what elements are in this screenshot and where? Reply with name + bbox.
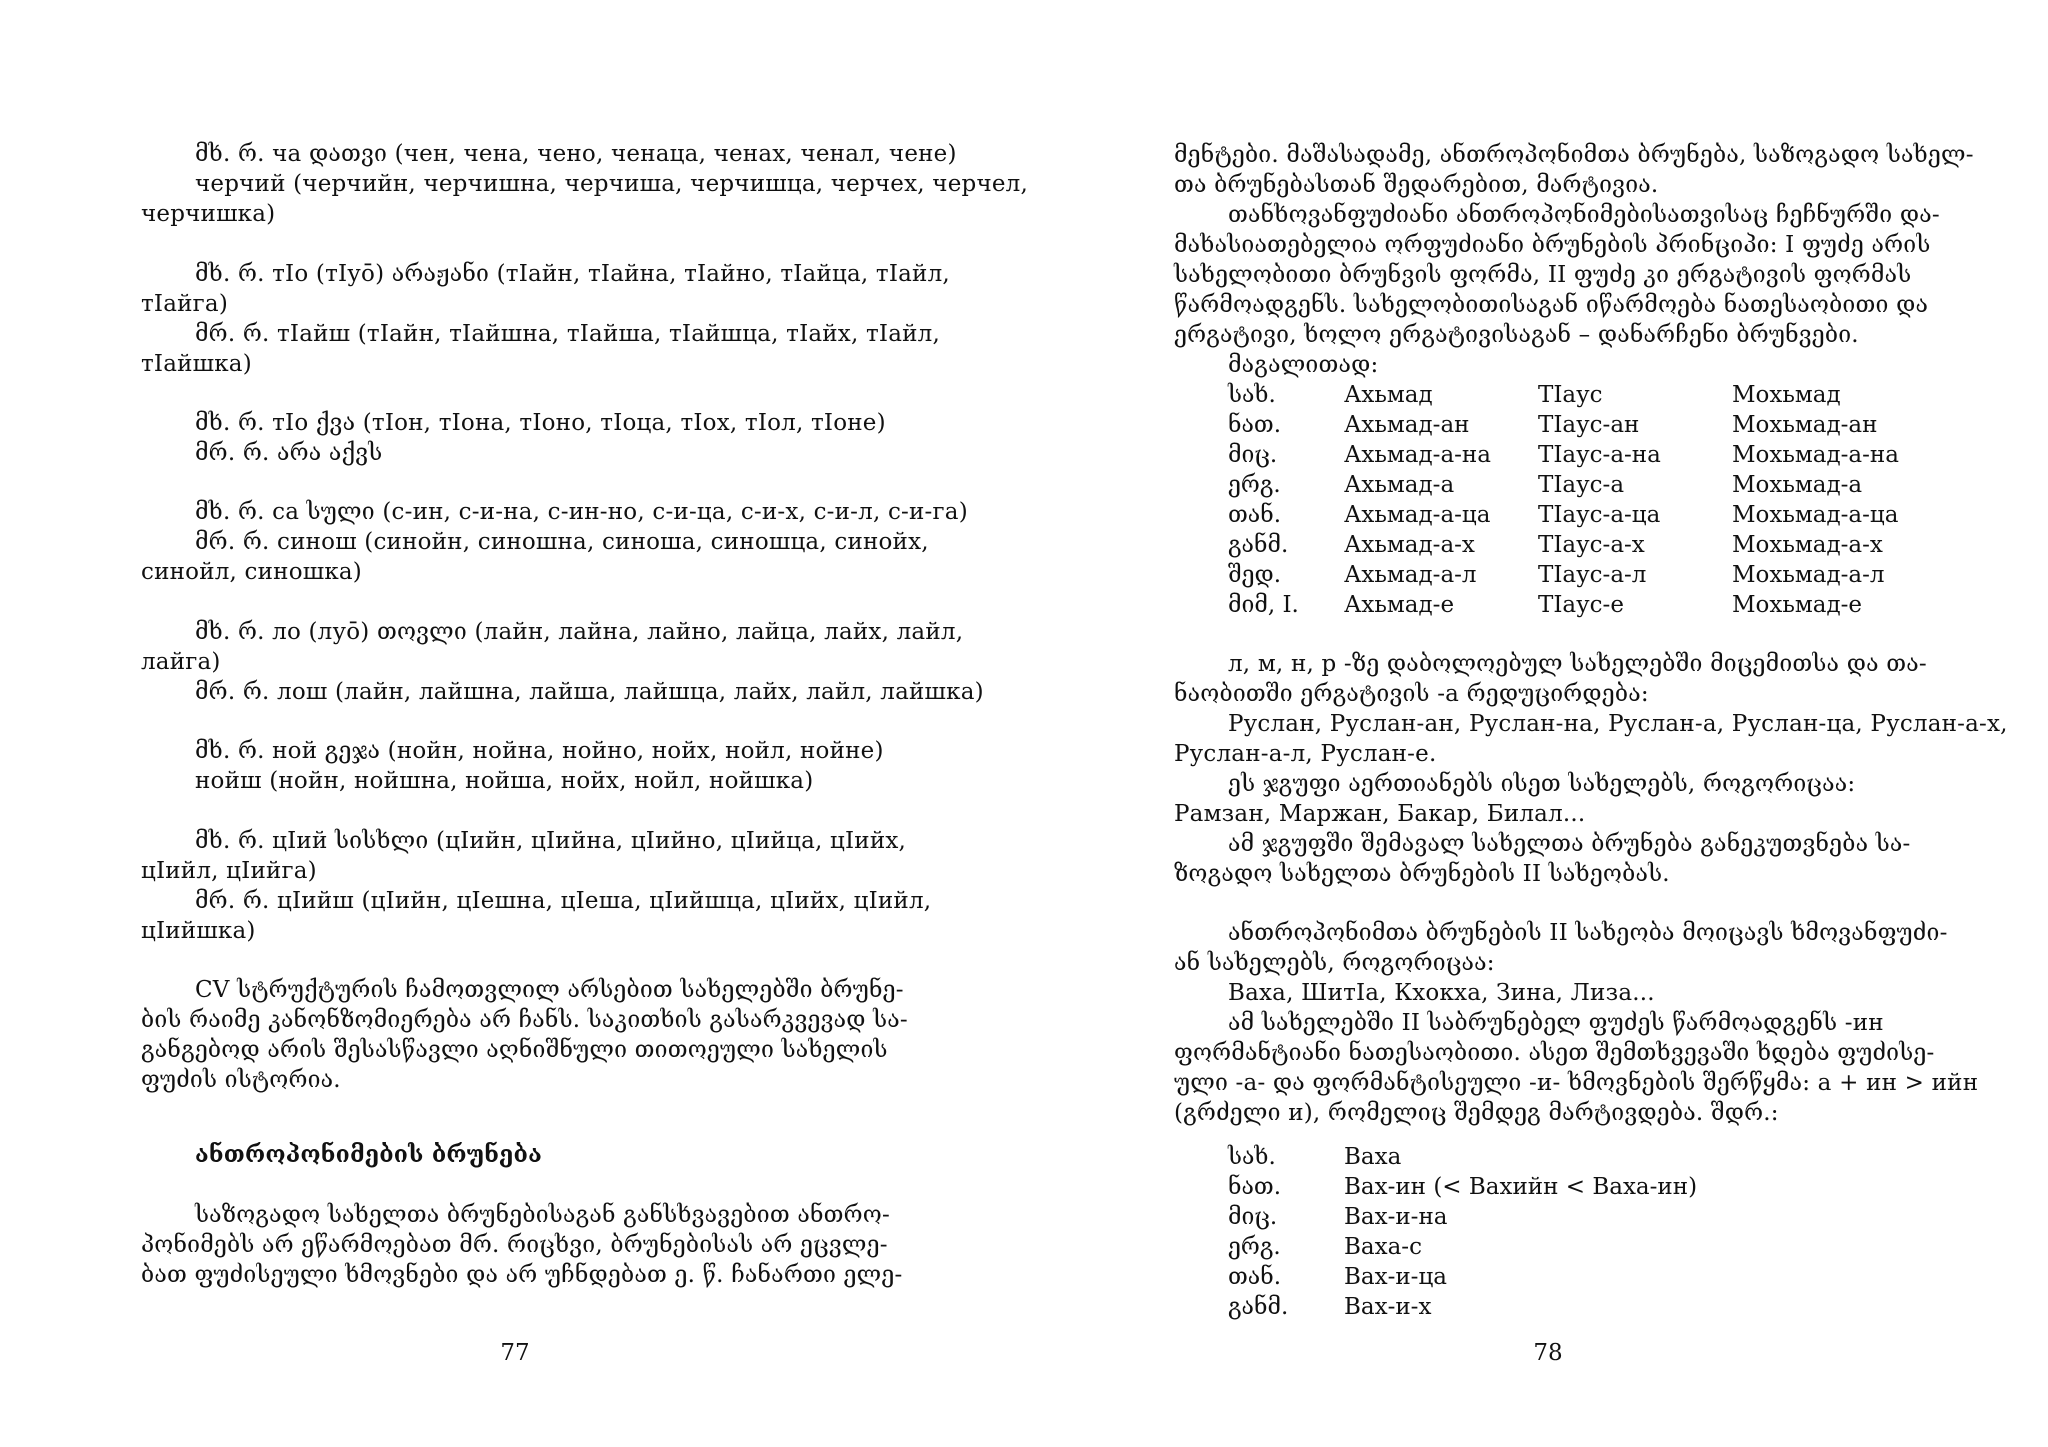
text-line: (გრძელი и), რომელიც შემდეგ მარტივდება. შდრ.: xyxy=(1174,1100,1779,1126)
text-line: თანხოვანფუძიანი ანთროპონიმებისათვისაც ჩეჩნურში და- xyxy=(1228,202,1940,228)
text-line: მხ. რ. тIо (тIуō) არაჟანი (тIайн, тIайна, тIайно, тIайца, тIайл, xyxy=(195,261,950,287)
text-line: синойл, синошка) xyxy=(141,559,362,585)
table-cell: Вах-и-ца xyxy=(1344,1264,1447,1290)
page-number: 77 xyxy=(500,1340,530,1366)
case-label: მიც. xyxy=(1228,1204,1278,1230)
case-label: ნათ. xyxy=(1228,1174,1282,1200)
table-cell: Мохьмад xyxy=(1732,382,1841,408)
text-line: ფუძის ისტორია. xyxy=(141,1067,341,1093)
table-cell: Мохьмад-а-ца xyxy=(1732,502,1899,528)
text-line: სახელობითი ბრუნვის ფორმა, II ფუძე კი ერგატივის ფორმას xyxy=(1174,262,1912,288)
text-line: Руслан, Руслан-ан, Руслан-на, Руслан-а, Руслан-ца, Руслан-а-х, xyxy=(1228,711,2008,737)
text-line: ამ ჯგუფში შემავალ სახელთა ბრუნება განეკუთვნება სა- xyxy=(1228,831,1911,857)
text-line: ან სახელებს, როგორიცაა: xyxy=(1174,950,1495,976)
text-line: тIайга) xyxy=(141,291,228,317)
text-line: მხ. რ. ло (луō) თოვლი (лайн, лайна, лайно, лайца, лайх, лайл, xyxy=(195,619,964,645)
table-cell: ТIаус-ан xyxy=(1538,412,1640,438)
text-line: л, м, н, р -ზე დაბოლოებულ სახელებში მიცემითსა და თა- xyxy=(1228,651,1927,677)
case-label: მიც. xyxy=(1228,442,1278,468)
text-line: მრ. რ. цIийш (цIийн, цIешна, цIеша, цIийшца, цIийх, цIийл, xyxy=(195,888,932,914)
table-cell: Ахьмад-а-л xyxy=(1344,562,1477,588)
text-line: მრ. რ. тIайш (тIайн, тIайшна, тIайша, тIайшца, тIайх, тIайл, xyxy=(195,321,940,347)
table-cell: Ахьмад-е xyxy=(1344,592,1455,618)
text-line: ზოგადო სახელთა ბრუნების II სახეობას. xyxy=(1174,861,1670,887)
text-line: ანთროპონიმთა ბრუნების II სახეობა მოიცავს ხმოვანფუძი- xyxy=(1228,920,1948,946)
case-label: თან. xyxy=(1228,1264,1282,1290)
text-line: лайга) xyxy=(141,649,221,675)
table-cell: ТIаус-а xyxy=(1538,472,1625,498)
case-label: ერგ. xyxy=(1228,472,1281,498)
text-line: цIийшка) xyxy=(141,918,256,944)
case-label: შედ. xyxy=(1228,562,1282,588)
text-line: მრ. რ. лош (лайн, лайшна, лайша, лайшца, лайх, лайл, лайшка) xyxy=(195,679,984,705)
text-line: Ваха, ШитIа, Кхокха, Зина, Лиза... xyxy=(1228,980,1655,1006)
table-cell: ТIаус xyxy=(1538,382,1603,408)
text-line: პონიმებს არ ეწარმოებათ მრ. რიცხვი, ბრუნებისას არ ეცვლე- xyxy=(141,1232,888,1258)
table-cell: Вах-ин (< Вахийн < Ваха-ин) xyxy=(1344,1174,1698,1200)
text-line: წარმოადგენს. სახელობითისაგან იწარმოება ნათესაობითი და xyxy=(1174,292,1929,318)
right-page xyxy=(1024,0,2048,1447)
text-line: ბის რაიმე კანონზომიერება არ ჩანს. საკითხის გასარკვევად სა- xyxy=(141,1007,908,1033)
table-cell: Ваха-с xyxy=(1344,1234,1422,1260)
text-line: მხ. რ. ча დათვი (чен, чена, чено, ченаца, ченах, ченал, чене) xyxy=(195,141,957,167)
table-cell: Мохьмад-а-л xyxy=(1732,562,1885,588)
case-label: სახ. xyxy=(1228,1144,1276,1170)
text-line: თა ბრუნებასთან შედარებით, მარტივია. xyxy=(1174,172,1659,198)
text-line: черчий (черчийн, черчишна, черчиша, черчишца, черчех, черчел, xyxy=(195,171,1028,197)
text-line: განგებოდ არის შესასწავლი აღნიშნული თითოეული სახელის xyxy=(141,1037,888,1063)
case-label: განმ. xyxy=(1228,1294,1289,1320)
case-label: განმ. xyxy=(1228,532,1289,558)
text-line: მხ. რ. са სული (с-ин, с-и-на, с-ин-но, с-и-ца, с-и-х, с-и-л, с-и-га) xyxy=(195,499,968,525)
table-cell: Ахьмад-а xyxy=(1344,472,1455,498)
case-label: მიმ, I. xyxy=(1228,592,1299,618)
text-line: Руслан-а-л, Руслан-е. xyxy=(1174,741,1437,767)
table-cell: Вах-и-на xyxy=(1344,1204,1448,1230)
text-line: მხ. რ. тIо ქვა (тIон, тIона, тIоно, тIоца, тIох, тIол, тIоне) xyxy=(195,410,886,436)
text-line: მაგალითად: xyxy=(1228,352,1379,378)
text-line: მახასიათებელია ორფუძიანი ბრუნების პრინციპი: I ფუძე არის xyxy=(1174,232,1931,258)
table-cell: Ваха xyxy=(1344,1144,1402,1170)
table-cell: Мохьмад-а xyxy=(1732,472,1863,498)
table-cell: Мохьмад-а-на xyxy=(1732,442,1899,468)
table-cell: ТIаус-а-ца xyxy=(1538,502,1661,528)
table-cell: Ахьмад-а-на xyxy=(1344,442,1491,468)
case-label: სახ. xyxy=(1228,382,1276,408)
table-cell: ТIаус-е xyxy=(1538,592,1624,618)
text-line: მხ. რ. цIий სისხლი (цIийн, цIийна, цIийно, цIийца, цIийх, xyxy=(195,828,907,854)
case-label: ნათ. xyxy=(1228,412,1282,438)
text-line: нойш (нойн, нойшна, нойша, нойх, нойл, нойшка) xyxy=(195,768,814,794)
text-line: მრ. რ. синош (синойн, синошна, синоша, синошца, синойх, xyxy=(195,529,929,555)
text-line: ული -а- და ფორმანტისეული -и- ხმოვნების შერწყმა: а + ин > ийн xyxy=(1174,1070,1979,1096)
case-label: ერგ. xyxy=(1228,1234,1281,1260)
text-line: მენტები. მაშასადამე, ანთროპონიმთა ბრუნება, საზოგადო სახელ- xyxy=(1174,142,1974,168)
table-cell: ТIаус-а-л xyxy=(1538,562,1647,588)
table-cell: Ахьмад-а-ца xyxy=(1344,502,1491,528)
text-line: მრ. რ. არა აქვს xyxy=(195,440,383,466)
text-line: ეს ჯგუფი აერთიანებს ისეთ სახელებს, როგორიცაა: xyxy=(1228,771,1856,797)
section-heading: ანთროპონიმების ბრუნება xyxy=(195,1141,542,1168)
table-cell: Ахьмад-а-х xyxy=(1344,532,1475,558)
text-line: ერგატივი, ხოლო ერგატივისაგან – დანარჩენი ბრუნვები. xyxy=(1174,322,1859,348)
text-line: ნაობითში ერგატივის -а რედუცირდება: xyxy=(1174,681,1649,707)
page-number: 78 xyxy=(1533,1340,1563,1366)
text-line: მხ. რ. ной გეჯა (нойн, нойна, нойно, нойх, нойл, нойне) xyxy=(195,738,884,764)
case-label: თან. xyxy=(1228,502,1282,528)
text-line: тIайшка) xyxy=(141,351,252,377)
table-cell: ТIаус-а-х xyxy=(1538,532,1645,558)
table-cell: Мохьмад-а-х xyxy=(1732,532,1883,558)
text-line: черчишка) xyxy=(141,201,276,227)
text-line: ამ სახელებში II საბრუნებელ ფუძეს წარმოადგენს -ин xyxy=(1228,1010,1884,1036)
table-cell: Вах-и-х xyxy=(1344,1294,1432,1320)
table-cell: Ахьмад-ан xyxy=(1344,412,1470,438)
table-cell: Ахьмад xyxy=(1344,382,1433,408)
text-line: CV სტრუქტურის ჩამოთვლილ არსებით სახელებში ბრუნე- xyxy=(195,977,904,1003)
table-cell: Мохьмад-е xyxy=(1732,592,1863,618)
text-line: цIийл, цIийга) xyxy=(141,858,317,884)
table-cell: Мохьмад-ан xyxy=(1732,412,1878,438)
text-line: Рамзан, Маржан, Бакар, Билал... xyxy=(1174,801,1586,827)
text-line: ფორმანტიანი ნათესაობითი. ასეთ შემთხვევაში ხდება ფუძისე- xyxy=(1174,1040,1935,1066)
text-line: ბათ ფუძისეული ხმოვნები და არ უჩნდებათ ე. წ. ჩანართი ელე- xyxy=(141,1262,903,1288)
table-cell: ТIаус-а-на xyxy=(1538,442,1661,468)
text-line: საზოგადო სახელთა ბრუნებისაგან განსხვავებით ანთრო- xyxy=(195,1202,890,1228)
